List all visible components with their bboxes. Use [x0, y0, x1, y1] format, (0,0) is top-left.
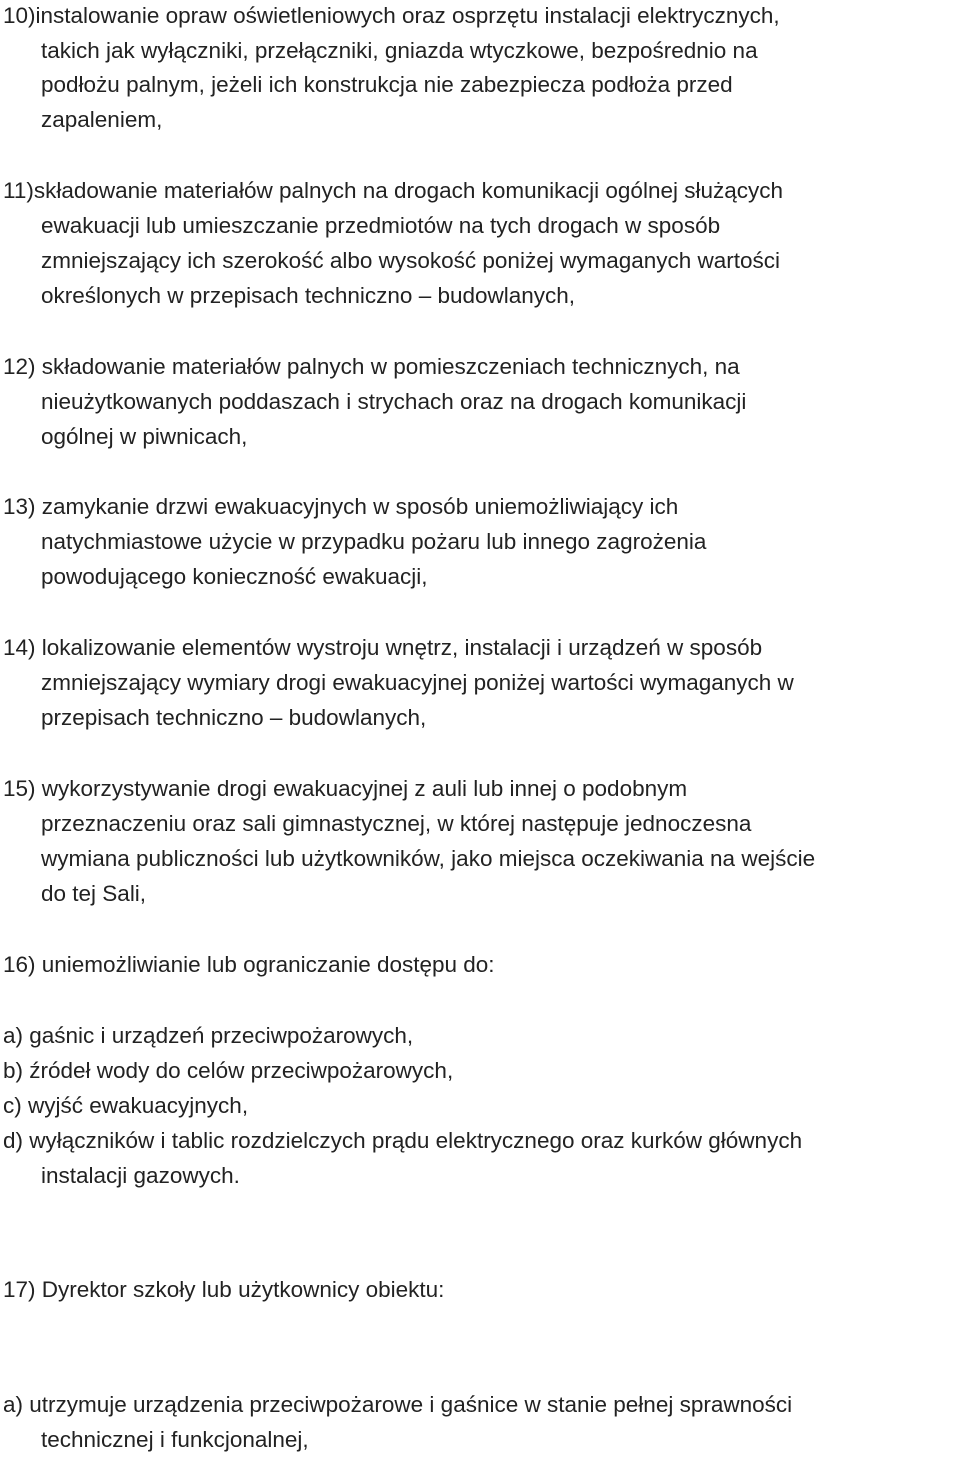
list-item-15-line-4: do tej Sali, — [41, 881, 147, 906]
list-item-13-line-2: natychmiastowe użycie w przypadku pożaru lub innego zagrożenia — [41, 529, 707, 554]
sub-item-b: b) źródeł wody do celów przeciwpożarowych, — [3, 1058, 454, 1083]
list-item-13-line-3: powodującego konieczność ewakuacji, — [41, 564, 428, 589]
list-item-15-line-3: wymiana publiczności lub użytkowników, jako miejsca oczekiwania na wejście — [41, 846, 816, 871]
list-item-16-line-1: 16) uniemożliwianie lub ograniczanie dostępu do: — [3, 952, 495, 977]
sub-item-a: a) gaśnic i urządzeń przeciwpożarowych, — [3, 1023, 414, 1048]
list-item-11-line-1: 11)składowanie materiałów palnych na drogach komunikacji ogólnej służących — [3, 178, 784, 203]
list-item-12-line-3: ogólnej w piwnicach, — [41, 424, 248, 449]
list-item-14-line-3: przepisach techniczno – budowlanych, — [41, 705, 427, 730]
list-item-10-line-3: podłożu palnym, jeżeli ich konstrukcja nie zabezpiecza podłoża przed — [41, 72, 733, 97]
list-item-10-line-1: 10)instalowanie opraw oświetleniowych oraz osprzętu instalacji elektrycznych, — [3, 3, 780, 28]
list-item-11-line-2: ewakuacji lub umieszczanie przedmiotów na tych drogach w sposób — [41, 213, 721, 238]
sub-item-c: c) wyjść ewakuacyjnych, — [3, 1093, 249, 1118]
list-item-11-line-3: zmniejszający ich szerokość albo wysokość poniżej wymaganych wartości — [41, 248, 781, 273]
list-item-15-line-2: przeznaczeniu oraz sali gimnastycznej, w której następuje jednoczesna — [41, 811, 752, 836]
list-item-10-line-2: takich jak wyłączniki, przełączniki, gniazda wtyczkowe, bezpośrednio na — [41, 38, 758, 63]
sub-item-17a-line-2: technicznej i funkcjonalnej, — [41, 1427, 309, 1452]
list-item-15-line-1: 15) wykorzystywanie drogi ewakuacyjnej z auli lub innej o podobnym — [3, 776, 688, 801]
list-item-12-line-1: 12) składowanie materiałów palnych w pomieszczeniach technicznych, na — [3, 354, 740, 379]
sub-item-17a-line-1: a) utrzymuje urządzenia przeciwpożarowe i gaśnice w stanie pełnej sprawności — [3, 1392, 793, 1417]
list-item-17-line-1: 17) Dyrektor szkoły lub użytkownicy obiektu: — [3, 1277, 445, 1302]
list-item-11-line-4: określonych w przepisach techniczno – budowlanych, — [41, 283, 576, 308]
sub-item-d-line-2: instalacji gazowych. — [41, 1163, 240, 1188]
list-item-14-line-2: zmniejszający wymiary drogi ewakuacyjnej poniżej wartości wymaganych w — [41, 670, 794, 695]
list-item-12-line-2: nieużytkowanych poddaszach i strychach oraz na drogach komunikacji — [41, 389, 747, 414]
list-item-14-line-1: 14) lokalizowanie elementów wystroju wnętrz, instalacji i urządzeń w sposób — [3, 635, 763, 660]
list-item-10-line-4: zapaleniem, — [41, 107, 163, 132]
sub-item-d-line-1: d) wyłączników i tablic rozdzielczych prądu elektrycznego oraz kurków głównych — [3, 1128, 803, 1153]
list-item-13-line-1: 13) zamykanie drzwi ewakuacyjnych w sposób uniemożliwiający ich — [3, 494, 679, 519]
